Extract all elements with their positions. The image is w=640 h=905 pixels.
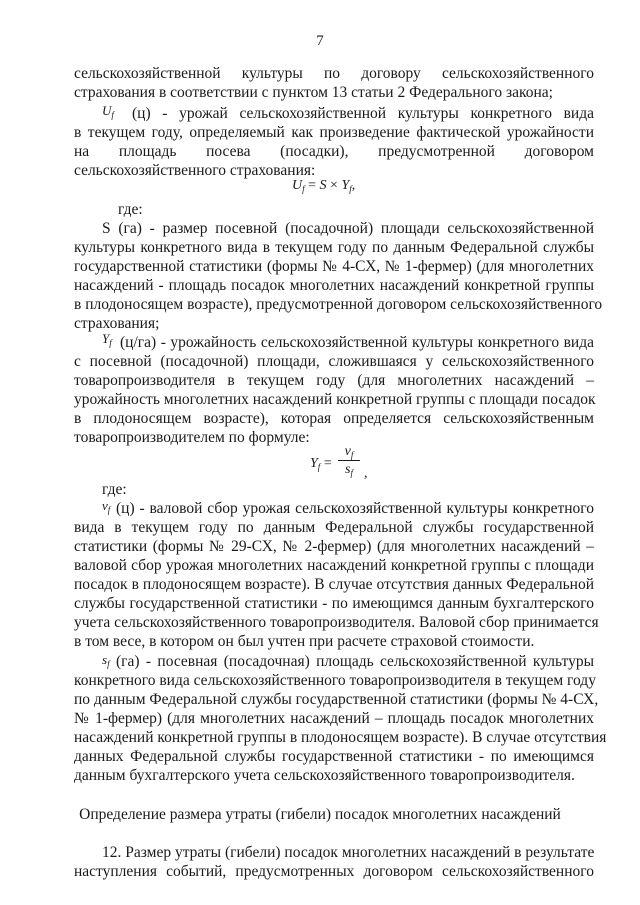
text-line: насаждений конкретной группы в плодоносящем возрасте). В случае отсутствия <box>74 729 607 746</box>
text-line: где: <box>118 201 143 218</box>
text-line: конкретного вида сельскохозяйственного товаропроизводителя в текущем году <box>74 672 596 689</box>
text-line: данным бухгалтерского учета сельскохозяйственного товаропроизводителя. <box>74 767 575 784</box>
text-line: (ц/га) - урожайность сельскохозяйственной культуры конкретного вида <box>120 334 594 351</box>
formula-uf: $U_f = S \times Y_f$, <box>292 178 356 194</box>
text-line: культуры конкретного вида в текущем году по данным Федеральной службы <box>74 239 594 256</box>
page-number: 7 <box>316 33 324 49</box>
symbol-Yf: $Y_f$ <box>102 331 112 348</box>
symbol-vf: $v_f$ <box>102 498 111 515</box>
text-line: сельскохозяйственной культуры по договору сельскохозяйственного <box>74 65 594 82</box>
text-line: в плодоносящем возрасте), которая определяется сельскохозяйственным <box>74 410 594 427</box>
text-line: в плодоносящем возрасте), предусмотренной договором сельскохозяйственного <box>74 296 603 313</box>
text-line: насаждений - площадь посадок многолетних насаждений конкретной группы <box>74 277 594 294</box>
text-line: S (га) - размер посевной (посадочной) площади сельскохозяйственной <box>102 220 594 237</box>
text-line: службы государственной статистики - по имеющимся данным бухгалтерского <box>74 595 594 612</box>
text-line: урожайность многолетних насаждений конкретной группы с площади посадок <box>74 391 596 408</box>
text-line: государственной статистики (формы № 4-СХ, № 1-фермер) (для многолетних <box>74 258 594 275</box>
text-line: сельскохозяйственного страхования: <box>74 162 316 179</box>
text-line: статистики (формы № 29-СХ, № 2-фермер) (для многолетних насаждений – <box>74 538 594 555</box>
text-line: с посевной (посадочной) площади, сложившаяся у сельскохозяйственного <box>74 353 594 370</box>
text-line: вида в текущем году по данным Федеральной службы государственной <box>74 519 594 536</box>
text-line: 12. Размер утраты (гибели) посадок многолетних насаждений в результате <box>102 844 595 861</box>
text-line: в текущем году, определяемый как произведение фактической урожайности <box>74 124 594 141</box>
text-line: (ц) - урожай сельскохозяйственной культуры конкретного вида <box>132 105 594 122</box>
text-line: данных Федеральной службы государственной статистики - по имеющимся <box>74 748 594 765</box>
symbol-sf: $s_f$ <box>102 652 110 669</box>
text-line: (ц) - валовой сбор урожая сельскохозяйственной культуры конкретного <box>116 500 594 517</box>
text-line: (га) - посевная (посадочная) площадь сельскохозяйственной культуры <box>116 653 594 670</box>
text-line: товаропроизводителя в текущем году (для многолетних насаждений – <box>74 372 594 389</box>
text-line: страхования; <box>74 315 160 332</box>
text-line: учета сельскохозяйственного товаропроизводителя. Валовой сбор принимается <box>74 614 599 631</box>
text-line: посадок в плодоносящем возрасте). В случае отсутствия данных Федеральной <box>74 576 594 593</box>
text-line: где: <box>102 481 127 498</box>
symbol-Uf: $U_f$ <box>102 103 114 120</box>
text-line: страхования в соответствии с пунктом 13 статьи 2 Федерального закона; <box>74 84 553 101</box>
text-line: товаропроизводителем по формуле: <box>74 429 310 446</box>
section-heading: Определение размера утраты (гибели) посадок многолетних насаждений <box>79 806 561 823</box>
text-line: на площадь посева (посадки), предусмотренной договором <box>74 143 594 160</box>
text-line: наступления событий, предусмотренных договором сельскохозяйственного <box>74 863 594 880</box>
text-line: в том весе, в котором он был учтен при расчете страховой стоимости. <box>74 633 535 650</box>
text-line: валовой сбор урожая многолетних насаждений конкретной группы с площади <box>74 557 594 574</box>
text-line: № 1-фермер) (для многолетних насаждений – площадь посадок многолетних <box>74 710 594 727</box>
text-line: по данным Федеральной службы государственной статистики (формы № 4-СХ, <box>74 691 599 708</box>
